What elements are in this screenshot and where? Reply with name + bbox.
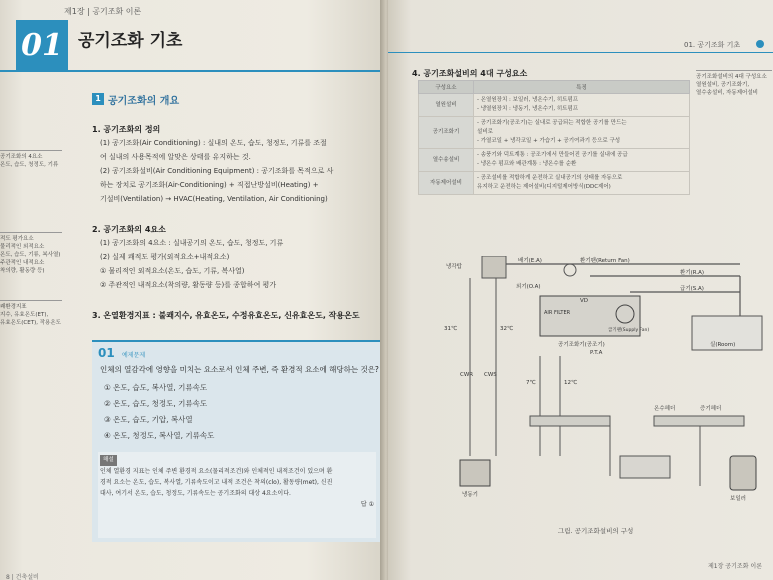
boiler-icon: [730, 456, 756, 490]
text-line: (2) 실제 쾌적도 평가(외적요소+내적요소): [100, 253, 230, 261]
example-tag: 예제문제: [122, 352, 146, 359]
answer-line: 경적 요소는 온도, 습도, 복사열, 기류속도이고 내적 조건은 착의(clo), 활동량(met), 신진: [100, 479, 333, 486]
table-row: [419, 117, 690, 149]
figure-caption: 그림. 공기조화설비의 구성: [558, 527, 634, 535]
cell-line: - 가열코일 + 냉각코일 + 가습기 + 공기여과기 등으로 구성: [477, 138, 621, 144]
cell-line: - 냉온수 펌프와 배관계통 : 냉온수를 순환: [477, 161, 577, 167]
side-note: [696, 70, 772, 97]
example-problem-box: [92, 340, 380, 542]
side-note-line: 쾌환경지표: [0, 304, 27, 310]
column-header: 구성요소: [419, 81, 474, 94]
cell-line: 유지하고 운전하는 제어설비(디지털제어방식(DDC제어): [477, 184, 611, 190]
vd-label: VD: [580, 298, 588, 304]
answer-explanation: [98, 452, 376, 538]
side-note-1: [0, 150, 62, 169]
cws-label: CWS: [484, 372, 497, 378]
side-note-line: 열수송설비, 자동제어설비: [696, 90, 758, 96]
answer-value: 답 ①: [360, 501, 374, 508]
side-note-line: 지수, 유효온도(ET),: [0, 312, 49, 318]
side-note-line: 주관적인 내적요소: [0, 260, 45, 266]
option-4: ④ 온도, 청정도, 복사열, 기류속도: [104, 431, 215, 440]
right-page: [388, 0, 773, 580]
air-filter-label: AIR FILTER: [544, 310, 571, 316]
side-note-3: [0, 300, 62, 327]
section-title: 공기조화의 개요: [108, 96, 180, 107]
cooling-tower-label: 냉각탑: [446, 264, 462, 270]
return-air-label: 환기(R.A): [680, 270, 705, 276]
room-label: 실(Room): [710, 342, 736, 348]
ahu-label: 공기조화기(공조기): [558, 342, 605, 348]
answer-line: 대사, 여기서 온도, 습도, 청정도, 기류속도는 공기조화의 대상 4요소이다.: [100, 490, 291, 497]
table-cell-key: 열수송설비: [419, 149, 474, 172]
text-line: ② 주관적인 내적요소(착의량, 활동량 등)를 종합하여 평가: [100, 281, 277, 289]
supply-fan-label: 급기팬(Supply Fan): [608, 328, 650, 333]
heading-thermal-index: 3. 온열환경지표 : 불쾌지수, 유효온도, 수정유효온도, 신유효온도, 작용온도: [92, 311, 360, 320]
outdoor-air-label: 외기(O.A): [516, 284, 541, 290]
answer-line: 인체 열환경 지표는 인체 주변 환경적 요소(물리적조건)와 인체적인 내적조건이 있으며 환: [100, 468, 333, 475]
header-bar: [530, 416, 610, 426]
hot-header-bar: [654, 416, 744, 426]
table-cell-value: [474, 94, 690, 117]
left-page: [0, 0, 384, 580]
temp-12-label: 12℃: [564, 380, 578, 386]
side-note-2: [0, 232, 62, 275]
chiller-icon: [460, 460, 490, 486]
table-cell-value: [474, 117, 690, 149]
text-line: 하는 장치로 공기조화(Air-Conditioning) + 직접난방설비(Heating) +: [100, 181, 319, 189]
section-title: 4. 공기조화설비의 4대 구성요소: [412, 69, 528, 78]
side-note-line: 열원설비, 공기조화기,: [696, 82, 750, 88]
chiller-label: 냉동기: [462, 492, 478, 498]
heading-definition: 1. 공기조화의 정의: [92, 125, 161, 134]
return-fan-icon: [564, 264, 576, 276]
table-row: [419, 94, 690, 117]
table-cell-value: [474, 172, 690, 195]
cell-line: - 냉열원장치 : 냉동기, 냉온수기, 히트펌프: [477, 106, 579, 112]
cell-line: - 송풍기와 덕트계통 : 공조기에서 만들어진 공기를 실내에 공급: [477, 152, 628, 158]
tank-icon: [620, 456, 670, 478]
side-note-line: 공기조화설비의 4대 구성요소: [696, 74, 767, 80]
example-question: 인체의 열감각에 영향을 미치는 요소로서 인체 주변, 즉 환경적 요소에 해당하는 것은?: [100, 365, 379, 374]
hvac-system-diagram: [440, 256, 770, 518]
table-row: [419, 149, 690, 172]
side-note-line: 물리적인 외적요소: [0, 244, 45, 250]
left-footer: 8 | 건축설비: [6, 574, 39, 580]
heading-four-elements: 2. 공기조화의 4요소: [92, 225, 166, 234]
text-line: (2) 공기조화설비(Air Conditioning Equipment) : 공기조화를 목적으로 사: [100, 167, 334, 175]
cell-line: - 온열원장치 : 보일러, 냉온수기, 히트펌프: [477, 97, 579, 103]
answer-tag: 해설: [100, 455, 117, 466]
side-note-line: 온도, 습도, 청정도, 기류: [0, 162, 59, 168]
boiler-label: 보일러: [730, 496, 746, 502]
table-row: [419, 172, 690, 195]
components-table: [418, 80, 690, 195]
steam-header-label: 증기헤더: [700, 406, 722, 412]
text-line: ① 물리적인 외적요소(온도, 습도, 기류, 복사열): [100, 267, 245, 275]
option-3: ③ 온도, 습도, 기압, 복사열: [104, 415, 193, 424]
temp-7-label: 7℃: [526, 380, 536, 386]
side-note-line: 온도, 습도, 기류, 복사열): [0, 252, 61, 258]
definition-text: [100, 136, 380, 206]
example-number: 01: [98, 346, 115, 360]
text-line: 여 실내의 사용목적에 알맞은 상태를 유지하는 것.: [100, 153, 251, 161]
side-note-line: 유효온도(CET), 작용온도: [0, 320, 61, 326]
column-header: 특징: [474, 81, 690, 94]
table-cell-value: [474, 149, 690, 172]
return-fan-label: 환기팬(Return Fan): [580, 258, 630, 264]
table-cell-key: 공기조화기: [419, 117, 474, 149]
cell-line: 설비로: [477, 129, 493, 135]
four-elements-text: [100, 236, 380, 292]
supply-air-label: 급기(S.A): [680, 286, 704, 292]
option-2: ② 온도, 습도, 청정도, 기류속도: [104, 399, 208, 408]
right-footer: 제1장 공기조화 이론: [708, 563, 763, 570]
text-line: (1) 공기조화의 4요소 : 실내공기의 온도, 습도, 청정도, 기류: [100, 239, 284, 247]
side-note-line: 공기조화의 4요소: [0, 154, 43, 160]
hot-water-header-label: 온수헤더: [654, 406, 676, 412]
cell-line: - 공조설비를 적합하게 운전하고 실내공기의 상태를 자동으로: [477, 175, 623, 181]
cwr-label: CWR: [460, 372, 474, 378]
header-rule: [388, 52, 773, 53]
text-line: (1) 공기조화(Air Conditioning) : 실내의 온도, 습도, 청정도, 기류를 조절: [100, 139, 327, 147]
side-note-line: 적도 평가요소: [0, 236, 34, 242]
temp-31-label: 31℃: [444, 326, 458, 332]
temp-32-label: 32℃: [500, 326, 514, 332]
exhaust-label: 배기(E.A): [518, 258, 542, 264]
cooling-tower-icon: [482, 256, 506, 278]
option-1: ① 온도, 습도, 복사열, 기류속도: [104, 383, 208, 392]
pta-label: P.T.A: [590, 350, 603, 356]
chapter-title: 공기조화 기초: [78, 31, 183, 51]
table-header-row: [419, 81, 690, 94]
section-number: 1: [92, 93, 104, 105]
cell-line: - 공기조화기(공조기)는 실내로 공급되는 적합한 공기를 만드는: [477, 120, 627, 126]
table-cell-key: 열원설비: [419, 94, 474, 117]
running-header: 제1장 | 공기조화 이론: [64, 7, 142, 16]
text-line: 기설비(Ventilation) → HVAC(Heating, Ventilation, Air Conditioning): [100, 195, 328, 203]
running-header: 01. 공기조화 기초: [684, 41, 741, 49]
table-cell-key: 자동제어설비: [419, 172, 474, 195]
chapter-number-badge: 01: [16, 20, 68, 70]
chapter-rule: [0, 70, 384, 72]
side-note-line: 착의량, 활동량 등): [0, 268, 45, 274]
header-dot-icon: [756, 40, 764, 48]
